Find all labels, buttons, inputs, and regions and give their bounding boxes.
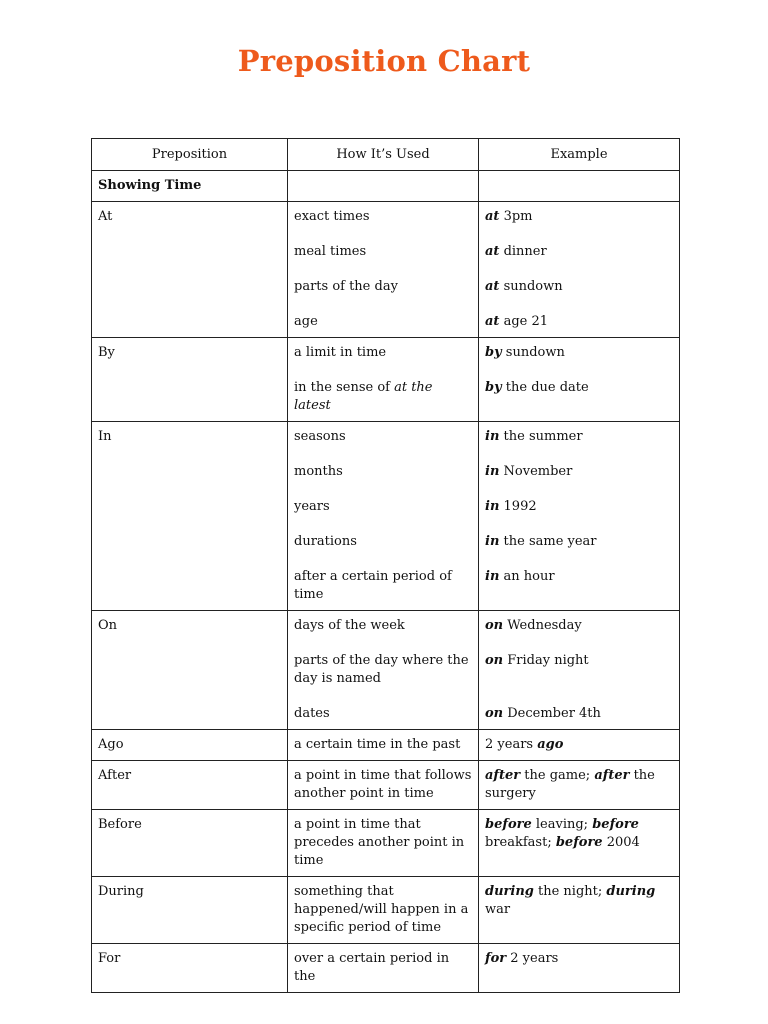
table-row (92, 877, 680, 944)
section-row (92, 171, 680, 202)
usage-cell (288, 422, 479, 611)
preposition-cell: On (92, 611, 288, 730)
usage-line: dates (294, 706, 330, 721)
table-row (92, 338, 680, 422)
usage-cell: a point in time that follows another point in time (288, 761, 479, 810)
example-line: in the same year (485, 534, 597, 549)
example-cell: for 2 years (479, 944, 680, 993)
preposition-cell: By (92, 338, 288, 422)
table-row (92, 944, 680, 993)
example-line: at dinner (485, 244, 547, 259)
table-row (92, 202, 680, 338)
usage-cell (288, 338, 479, 422)
preposition-cell: Before (92, 810, 288, 877)
header-row (92, 139, 680, 171)
example-line: in the summer (485, 429, 583, 444)
usage-line: in the sense of at the latest (294, 380, 433, 413)
usage-cell (288, 611, 479, 730)
empty-cell (479, 171, 680, 202)
example-cell: during the night; during war (479, 877, 680, 944)
usage-line: seasons (294, 429, 346, 444)
example-cell (479, 611, 680, 730)
preposition-cell: During (92, 877, 288, 944)
table-row (92, 422, 680, 611)
example-line: on Wednesday (485, 618, 582, 633)
example-line: on Friday night (485, 653, 589, 668)
example-cell: 2 years ago (479, 730, 680, 761)
page-title: Preposition Chart (237, 44, 531, 78)
empty-cell (288, 171, 479, 202)
usage-cell (288, 202, 479, 338)
table-row (92, 761, 680, 810)
table-row (92, 611, 680, 730)
usage-cell: over a certain period in the (288, 944, 479, 993)
example-line: by sundown (485, 345, 565, 360)
preposition-cell: At (92, 202, 288, 338)
usage-cell: something that happened/will happen in a specific period of time (288, 877, 479, 944)
example-cell: before leaving; before breakfast; before 2004 (479, 810, 680, 877)
section-label: Showing Time (92, 171, 288, 202)
preposition-table (91, 138, 680, 993)
usage-line: age (294, 314, 318, 329)
example-line: in November (485, 464, 573, 479)
example-line: at age 21 (485, 314, 549, 329)
table-row (92, 810, 680, 877)
example-cell (479, 202, 680, 338)
header-example: Example (479, 139, 680, 171)
usage-line: durations (294, 534, 357, 549)
header-preposition: Preposition (92, 139, 288, 171)
preposition-cell: Ago (92, 730, 288, 761)
usage-line: meal times (294, 244, 367, 259)
usage-cell: a certain time in the past (288, 730, 479, 761)
usage-line: parts of the day where the day is named (294, 653, 469, 686)
usage-line: months (294, 464, 343, 479)
example-cell (479, 422, 680, 611)
usage-line: after a certain period of time (294, 569, 452, 602)
usage-line: years (294, 499, 330, 514)
example-line: by the due date (485, 380, 589, 395)
usage-line: a limit in time (294, 345, 387, 360)
example-cell: after the game; after the surgery (479, 761, 680, 810)
example-line: in an hour (485, 569, 555, 584)
usage-line: days of the week (294, 618, 405, 633)
usage-line: exact times (294, 209, 370, 224)
header-how-used: How It’s Used (288, 139, 479, 171)
preposition-cell: In (92, 422, 288, 611)
example-line: at sundown (485, 279, 563, 294)
usage-cell: a point in time that precedes another point in time (288, 810, 479, 877)
table-row (92, 730, 680, 761)
example-cell (479, 338, 680, 422)
usage-line: parts of the day (294, 279, 398, 294)
preposition-cell: For (92, 944, 288, 993)
example-line: at 3pm (485, 209, 533, 224)
example-line: on December 4th (485, 706, 601, 721)
example-line: in 1992 (485, 499, 537, 514)
preposition-cell: After (92, 761, 288, 810)
